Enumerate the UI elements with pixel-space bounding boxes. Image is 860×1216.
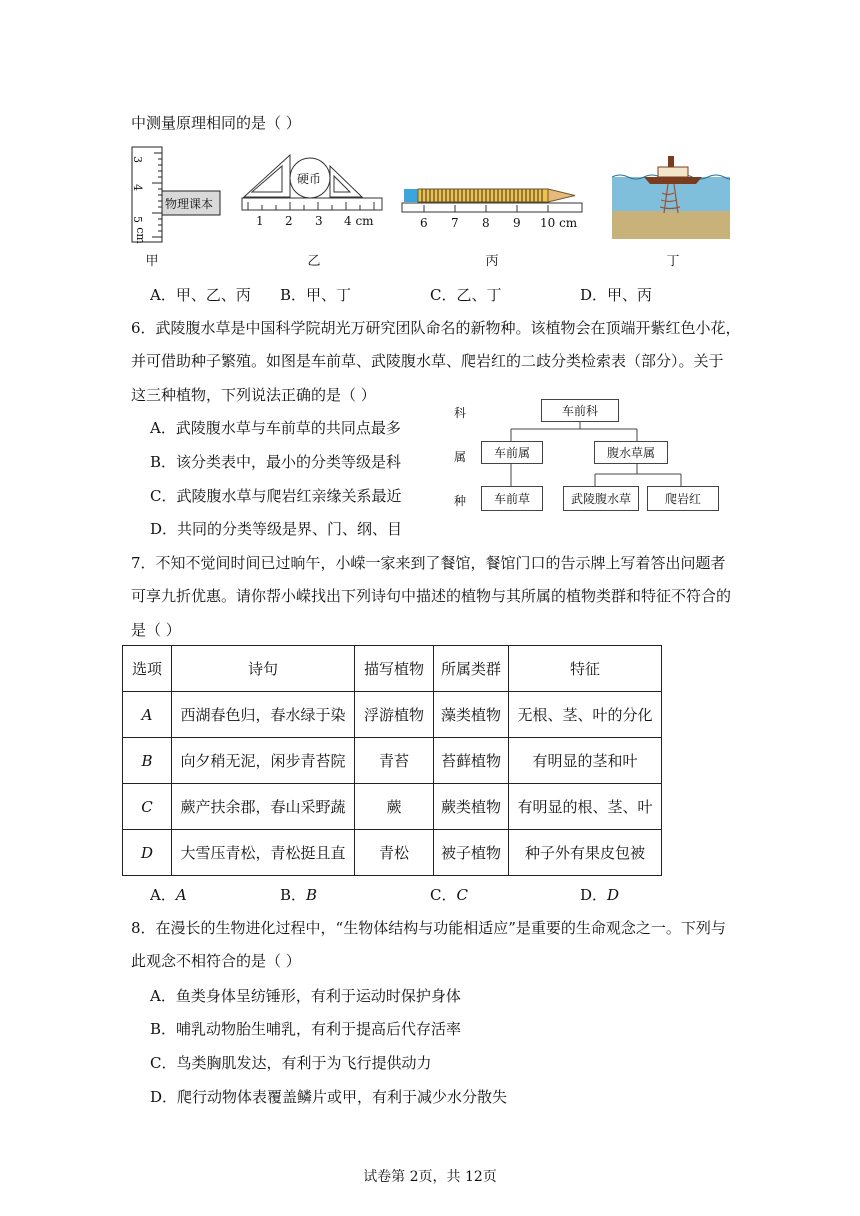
figure-ding	[612, 153, 730, 239]
yi-tick-1: 1	[256, 214, 264, 228]
ruler-unit: cm	[133, 227, 147, 244]
table-cell: A	[123, 692, 172, 738]
tree-level-species: 种	[454, 494, 467, 508]
q6-stem-line-3: 这三种植物，下列说法正确的是（ ）	[131, 386, 376, 404]
q7-stem-line-1: 7．不知不觉间时间已过晌午，小嵘一家来到了餐馆，餐馆门口的告示牌上写着答出问题者	[131, 554, 726, 572]
table-cell: 有明显的根、茎、叶	[509, 784, 662, 830]
q8-option-b[interactable]: B．哺乳动物胎生哺乳，有利于提高后代存活率	[150, 1020, 462, 1038]
q8-stem-line-1: 8．在漫长的生物进化过程中，“生物体结构与功能相适应”是重要的生命观念之一。下列与	[131, 919, 726, 937]
bing-tick-9: 9	[513, 216, 521, 230]
table-header-cell: 选项	[123, 646, 172, 692]
table-row	[123, 784, 662, 830]
q8-option-d[interactable]: D．爬行动物体表覆盖鳞片或甲，有利于减少水分散失	[150, 1088, 508, 1106]
q7-stem-line-3: 是（ ）	[131, 621, 181, 639]
table-header-row	[123, 646, 662, 692]
table-header-cell: 所属类群	[434, 646, 509, 692]
table-cell: 有明显的茎和叶	[509, 738, 662, 784]
q8-option-a[interactable]: A．鱼类身体呈纺锤形，有利于运动时保护身体	[150, 987, 461, 1005]
q7-option-d[interactable]	[580, 884, 619, 905]
q8-stem-line-2: 此观念不相符合的是（ ）	[131, 952, 301, 970]
option-letter: C	[456, 886, 468, 904]
q7-option-b[interactable]	[280, 884, 317, 905]
table-cell: 藻类植物	[434, 692, 509, 738]
q5-option-d[interactable]: D．甲、丙	[580, 286, 653, 304]
page-footer: 试卷第 2页，共 12页	[363, 1169, 497, 1185]
tree-node-species-payanhong: 爬岩红	[647, 486, 719, 511]
q5-stem: 中测量原理相同的是（ ）	[131, 114, 301, 132]
pencil-ruler-illustration	[400, 186, 585, 238]
q7-stem-line-2: 可享九折优惠。请你帮小嵘找出下列诗句中描述的植物与其所属的植物类群和特征不符合的	[131, 587, 732, 605]
table-header-cell: 特征	[509, 646, 662, 692]
q8-option-c[interactable]: C．鸟类胸肌发达，有利于为飞行提供动力	[150, 1054, 432, 1072]
q5-option-b[interactable]: B．甲、丁	[280, 286, 352, 304]
tree-level-family: 科	[454, 406, 467, 420]
book-label: 物理课本	[165, 197, 214, 211]
table-cell: 浮游植物	[355, 692, 434, 738]
option-prefix: C．	[430, 886, 457, 904]
figure-yi	[238, 152, 388, 237]
table-cell: 西湖春色归，春水绿于染	[172, 692, 355, 738]
bing-tick-7: 7	[451, 216, 459, 230]
table-cell: 蕨类植物	[434, 784, 509, 830]
q6-option-d[interactable]: D．共同的分类等级是界、门、纲、目	[150, 520, 403, 538]
figure-bing-label: 丙	[485, 254, 499, 269]
yi-tick-4: 4 cm	[344, 214, 374, 228]
table-cell: 蕨	[355, 784, 434, 830]
tree-node-genus-plantago: 车前属	[481, 441, 543, 464]
table-cell: 无根、茎、叶的分化	[509, 692, 662, 738]
option-letter: A	[175, 886, 187, 904]
q6-stem-line-1: 6．武陵腹水草是中国科学院胡光万研究团队命名的新物种。该植物会在顶端开紫红色小花，	[131, 319, 741, 337]
ruler-tick-3: 3	[131, 156, 144, 163]
option-prefix: A．	[150, 886, 176, 904]
table-cell: B	[123, 738, 172, 784]
tree-node-family: 车前科	[541, 399, 619, 422]
tree-node-species-plantain: 车前草	[481, 486, 543, 511]
option-prefix: B．	[280, 886, 307, 904]
table-cell: 青松	[355, 830, 434, 876]
q7-option-a[interactable]	[150, 884, 187, 905]
table-cell: 蕨产扶余郡，春山采野蔬	[172, 784, 355, 830]
table-row	[123, 830, 662, 876]
table-header-cell: 诗句	[172, 646, 355, 692]
figure-bing	[400, 186, 585, 238]
coin-label: 硬币	[297, 172, 322, 186]
bing-tick-10: 10 cm	[540, 216, 578, 230]
q6-option-b[interactable]: B．该分类表中，最小的分类等级是科	[150, 453, 402, 471]
ruler-tick-5: 5	[131, 216, 144, 223]
q5-option-c[interactable]: C．乙、丁	[430, 286, 502, 304]
bing-tick-6: 6	[420, 216, 428, 230]
q6-option-a[interactable]: A．武陵腹水草与车前草的共同点最多	[150, 419, 401, 437]
yi-tick-2: 2	[285, 214, 293, 228]
ruler-tick-4: 4	[131, 184, 144, 191]
sonar-ship-illustration	[612, 153, 730, 239]
table-header-cell: 描写植物	[355, 646, 434, 692]
tree-node-genus-veronicastrum: 腹水草属	[594, 441, 668, 464]
table-cell: 向夕稍无泥，闲步青苔院	[172, 738, 355, 784]
table-cell: D	[123, 830, 172, 876]
poem-plant-table	[122, 645, 662, 876]
tree-node-species-wuling: 武陵腹水草	[563, 486, 639, 511]
table-cell: 种子外有果皮包被	[509, 830, 662, 876]
table-row	[123, 692, 662, 738]
table-cell: C	[123, 784, 172, 830]
bing-tick-8: 8	[482, 216, 490, 230]
option-letter: B	[306, 886, 318, 904]
table-cell: 苔藓植物	[434, 738, 509, 784]
tree-level-genus: 属	[454, 450, 467, 464]
q6-option-c[interactable]: C．武陵腹水草与爬岩红亲缘关系最近	[150, 487, 402, 505]
q5-option-a[interactable]: A．甲、乙、丙	[150, 286, 251, 304]
q6-stem-line-2: 并可借助种子繁殖。如图是车前草、武陵腹水草、爬岩红的二歧分类检索表（部分）。关于	[131, 352, 724, 370]
figure-jia	[128, 145, 224, 245]
q7-option-c[interactable]	[430, 884, 468, 905]
classification-tree	[448, 396, 738, 520]
yi-tick-3: 3	[315, 214, 323, 228]
table-cell: 青苔	[355, 738, 434, 784]
figure-jia-label: 甲	[145, 254, 159, 269]
option-prefix: D．	[580, 886, 608, 904]
figure-ding-label: 丁	[666, 254, 680, 269]
option-letter: D	[607, 886, 620, 904]
table-cell: 被子植物	[434, 830, 509, 876]
table-cell: 大雪压青松，青松挺且直	[172, 830, 355, 876]
figure-yi-label: 乙	[307, 254, 321, 269]
table-row	[123, 738, 662, 784]
